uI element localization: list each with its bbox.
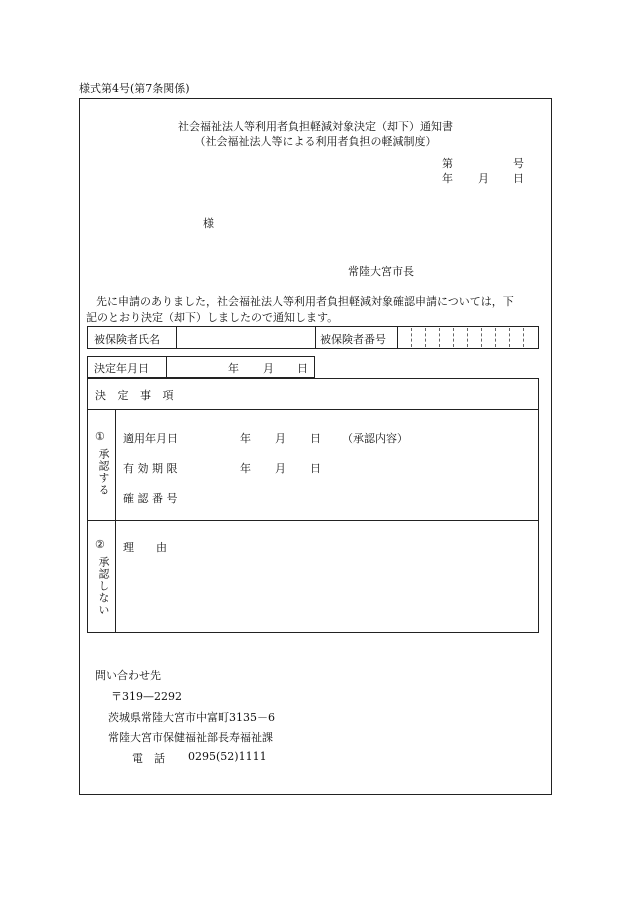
insured-number-label: 被保険者番号 [320, 333, 386, 346]
decision-date-year: 年 [228, 362, 239, 375]
date-day: 日 [513, 172, 524, 185]
valid-year: 年 [240, 462, 251, 475]
contact-phone-label: 電 話 [132, 752, 165, 765]
approval-content-label: （承認内容） [342, 432, 408, 445]
valid-month: 月 [275, 462, 286, 475]
document-title: 社会福祉法人等利用者負担軽減対象決定（却下）通知書 [178, 120, 453, 133]
confirm-number-label: 確 認 番 号 [123, 492, 178, 505]
body-line-2: 記のとおり決定（却下）しましたので通知します。 [86, 311, 339, 324]
decision-date-month: 月 [263, 362, 274, 375]
decision-items-label: 決 定 事 項 [95, 389, 178, 402]
insured-number-field[interactable] [398, 327, 538, 348]
reject-marker: ② [95, 538, 105, 551]
valid-period-label: 有 効 期 限 [123, 462, 178, 475]
reason-label: 理 由 [123, 541, 167, 554]
insured-name-field[interactable] [177, 327, 314, 348]
apply-date-label: 適用年月日 [123, 432, 178, 445]
form-id: 様式第4号(第7条関係) [79, 82, 190, 95]
decision-date-label: 決定年月日 [94, 362, 149, 375]
approve-label: 承認する [97, 448, 110, 496]
number-suffix: 号 [513, 157, 524, 170]
decision-date-day: 日 [297, 362, 308, 375]
body-line-1: 先に申請のありました，社会福祉法人等利用者負担軽減対象確認申請については，下 [96, 295, 514, 308]
insured-name-label: 被保険者氏名 [94, 333, 160, 346]
contact-department: 常陸大宮市保健福祉部長寿福祉課 [108, 731, 273, 744]
apply-year: 年 [240, 432, 251, 445]
apply-day: 日 [310, 432, 321, 445]
date-month: 月 [478, 172, 489, 185]
document-subtitle: （社会福祉法人等による利用者負担の軽減制度） [194, 135, 437, 148]
approve-marker: ① [95, 430, 105, 443]
issuer: 常陸大宮市長 [348, 265, 414, 278]
contact-postal: 〒319—2292 [111, 690, 182, 703]
apply-month: 月 [275, 432, 286, 445]
date-year: 年 [442, 172, 453, 185]
contact-address: 茨城県常陸大宮市中富町3135－6 [108, 711, 275, 724]
contact-heading: 問い合わせ先 [95, 669, 161, 682]
reject-label: 承認しない [97, 556, 110, 616]
contact-phone-number: 0295(52)1111 [188, 750, 267, 763]
valid-day: 日 [310, 462, 321, 475]
addressee-suffix: 様 [203, 217, 214, 230]
number-prefix: 第 [442, 157, 453, 170]
